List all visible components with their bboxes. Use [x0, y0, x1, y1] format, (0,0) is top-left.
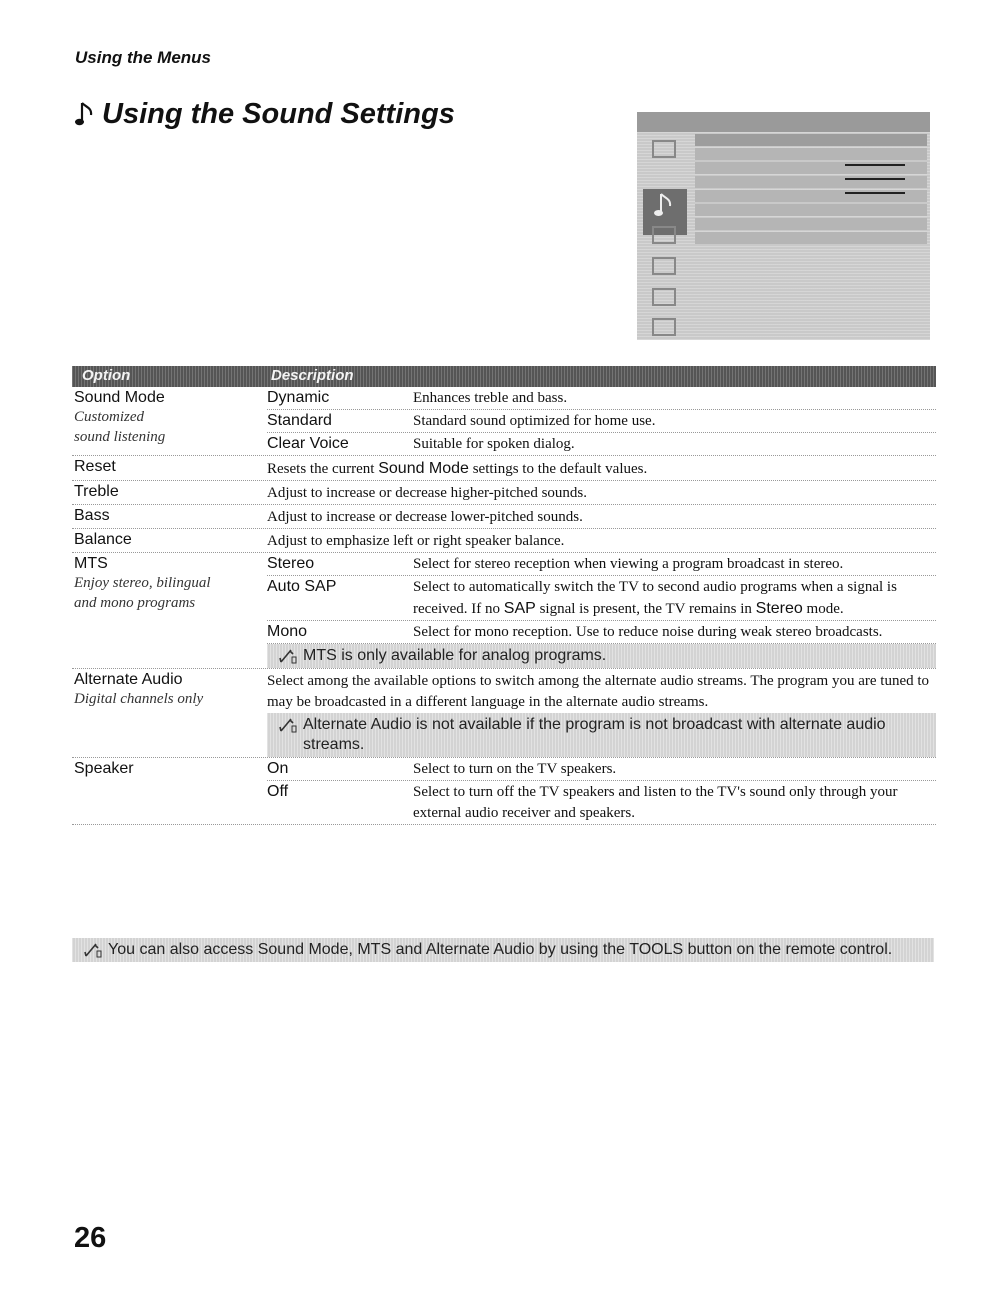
screen-icon [652, 226, 676, 244]
sound-icon [653, 192, 675, 220]
table-row [72, 669, 936, 758]
page-title [74, 98, 455, 131]
table-row [72, 553, 936, 669]
bottom-note: You can also access Sound Mode, MTS and Alternate Audio by using the TOOLS button on the remote control. [72, 938, 934, 962]
menu-title-bar [637, 112, 930, 132]
option-name: MTS [74, 555, 108, 572]
choice-name: Auto SAP [267, 578, 337, 595]
options-table [72, 366, 936, 825]
note-pencil-icon [279, 717, 297, 733]
option-subtitle: Enjoy stereo, bilingual [74, 575, 211, 591]
option-subtitle: and mono programs [74, 595, 196, 611]
choice-desc: Select to turn off the TV speakers and listen to the TV's sound only through your external audio receiver and speakers. [413, 784, 898, 821]
list-item [267, 621, 936, 644]
option-name: Treble [74, 483, 119, 500]
option-subtitle: Digital channels only [74, 691, 204, 707]
setup-icon [652, 318, 676, 336]
choice-name: Dynamic [267, 389, 330, 406]
choice-name: Off [267, 783, 289, 800]
choice-desc: Select to automatically switch the TV to second audio programs when a signal is received. If no SAP signal is present, the TV remains in Stereo mode. [413, 579, 897, 617]
option-name: Balance [74, 531, 132, 548]
treble-slider [845, 164, 905, 166]
list-item [267, 781, 936, 824]
option-name: Speaker [74, 760, 134, 777]
choice-desc: Select for mono reception. Use to reduce noise during weak stereo broadcasts. [413, 624, 883, 640]
running-head: Using the Menus [75, 48, 212, 67]
column-header-option: Option [82, 367, 131, 384]
list-item [267, 433, 936, 455]
choice-desc: Enhances treble and bass. [413, 390, 568, 406]
table-row [72, 481, 936, 505]
option-desc: Resets the current Sound Mode settings to the default values. [267, 460, 648, 477]
bass-slider [845, 178, 905, 180]
table-row [72, 387, 936, 456]
option-name: Bass [74, 507, 110, 524]
option-desc: Adjust to increase or decrease lower-pitched sounds. [267, 509, 583, 525]
table-row [72, 758, 936, 825]
table-row [72, 505, 936, 529]
option-desc: Select among the available options to switch among the alternate audio streams. The program you are tuned to may be broadcasted in a different language in the alternate audio streams. [267, 673, 930, 710]
choice-name: Clear Voice [267, 435, 349, 452]
sound-menu-screenshot [637, 112, 930, 340]
option-name: Reset [74, 458, 116, 475]
page-number: 26 [74, 1222, 107, 1254]
menu-icon-column [637, 132, 692, 340]
option-subtitle: sound listening [74, 429, 166, 445]
menu-rows [695, 134, 927, 246]
choice-name: Stereo [267, 555, 315, 572]
choice-desc: Suitable for spoken dialog. [413, 436, 575, 452]
list-item [267, 758, 936, 781]
list-item [267, 387, 936, 410]
music-note-icon [74, 101, 96, 129]
note-box: Alternate Audio is not available if the program is not broadcast with alternate audio streams. [267, 713, 936, 757]
option-desc: Adjust to increase or decrease higher-pitched sounds. [267, 485, 588, 501]
list-item [267, 553, 936, 576]
table-row [72, 529, 936, 553]
option-desc: Adjust to emphasize left or right speaker balance. [267, 533, 565, 549]
choice-desc: Select for stereo reception when viewing a program broadcast in stereo. [413, 556, 844, 572]
note-pencil-icon [84, 942, 102, 958]
balance-slider [845, 192, 905, 194]
list-item [267, 576, 936, 621]
parental-lock-icon [652, 288, 676, 306]
page-title-text: Using the Sound Settings [102, 98, 455, 130]
list-item [267, 410, 936, 433]
choice-name: Standard [267, 412, 332, 429]
choice-name: On [267, 760, 289, 777]
choice-desc: Select to turn on the TV speakers. [413, 761, 617, 777]
note-box: MTS is only available for analog programs. [267, 644, 936, 668]
note-pencil-icon [279, 648, 297, 664]
option-subtitle: Customized [74, 409, 145, 425]
picture-icon [652, 140, 676, 158]
channel-icon [652, 257, 676, 275]
option-name: Alternate Audio [74, 671, 183, 688]
choice-name: Mono [267, 623, 308, 640]
option-name: Sound Mode [74, 389, 165, 406]
choice-desc: Standard sound optimized for home use. [413, 413, 656, 429]
column-header-description: Description [271, 367, 354, 384]
table-header [72, 366, 936, 387]
table-row [72, 456, 936, 481]
